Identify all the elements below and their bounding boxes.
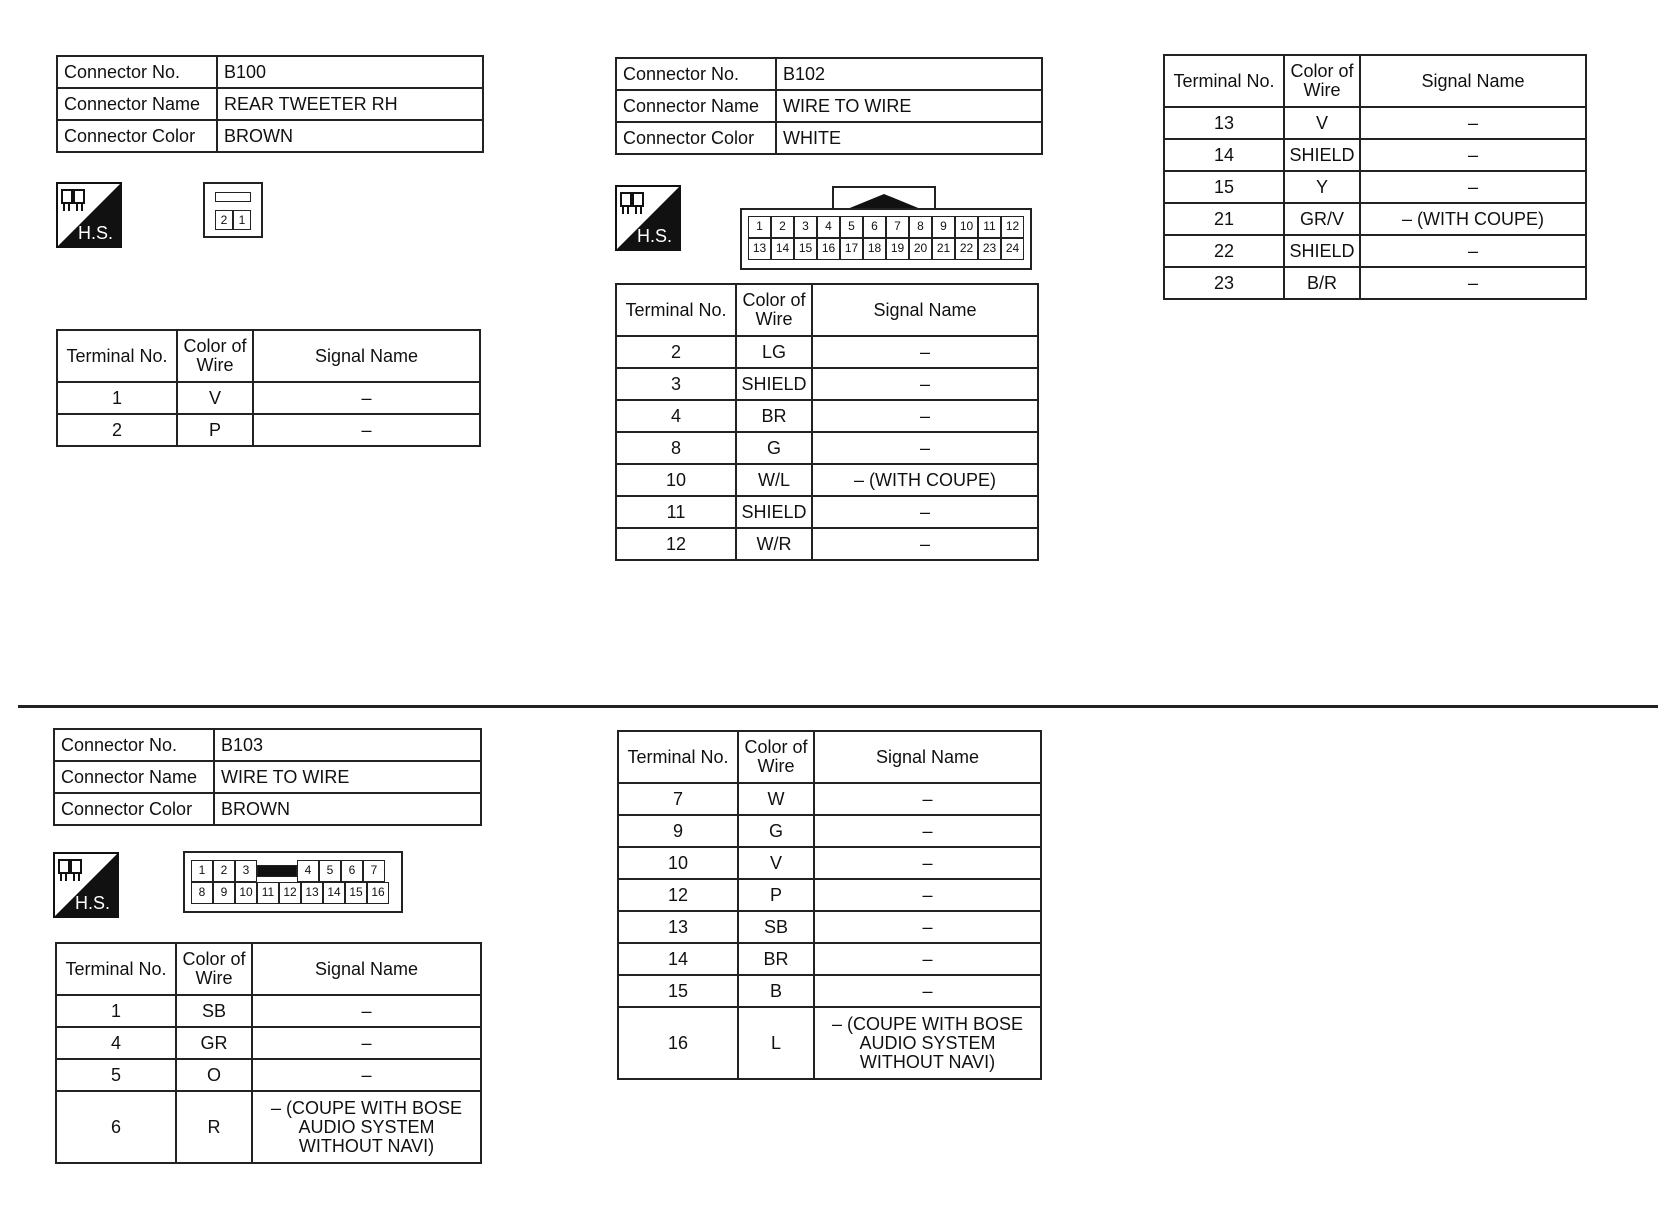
- col-color-of-wire: Color of Wire: [176, 943, 252, 995]
- connector-pin: 23: [978, 238, 1001, 260]
- b103-connector-color: BROWN: [214, 793, 481, 825]
- connector-pin: 17: [840, 238, 863, 260]
- connector-pin: 5: [840, 216, 863, 238]
- connector-pin: 12: [1001, 216, 1024, 238]
- table-row: 2 LG –: [616, 336, 1038, 368]
- col-terminal-no: Terminal No.: [1164, 55, 1284, 107]
- label-connector-name: Connector Name: [616, 90, 776, 122]
- b102-connector-info: [615, 57, 1043, 155]
- connector-pin: 9: [932, 216, 955, 238]
- connector-pin: 15: [794, 238, 817, 260]
- table-row: 11 SHIELD –: [616, 496, 1038, 528]
- b102-connector-face: [740, 186, 1032, 270]
- b102-connector-name: WIRE TO WIRE: [776, 90, 1042, 122]
- b102-terminal-table-b: [1163, 54, 1587, 300]
- b103-connector-name: WIRE TO WIRE: [214, 761, 481, 793]
- connector-pin: 18: [863, 238, 886, 260]
- connector-pin: 10: [235, 882, 257, 904]
- label-connector-no: Connector No.: [54, 729, 214, 761]
- connector-pin: 10: [955, 216, 978, 238]
- table-row: 4 BR –: [616, 400, 1038, 432]
- connector-pin: 21: [932, 238, 955, 260]
- connector-pin: 15: [345, 882, 367, 904]
- b102-connector-no: B102: [776, 58, 1042, 90]
- connector-pin: 22: [955, 238, 978, 260]
- table-row: 22 SHIELD –: [1164, 235, 1586, 267]
- connector-pin: 14: [771, 238, 794, 260]
- b103-terminal-table-a: [55, 942, 482, 1164]
- col-signal-name: Signal Name: [814, 731, 1041, 783]
- table-row: 12 P –: [618, 879, 1041, 911]
- connector-pin: 9: [213, 882, 235, 904]
- hs-badge-icon: [56, 182, 122, 248]
- connector-pin: 14: [323, 882, 345, 904]
- col-signal-name: Signal Name: [1360, 55, 1586, 107]
- connector-pin: 11: [257, 882, 279, 904]
- b100-connector-face: [203, 182, 263, 238]
- b100-terminal-table: [56, 329, 481, 447]
- b103-terminal-table-b: [617, 730, 1042, 1080]
- label-connector-color: Connector Color: [57, 120, 217, 152]
- table-row: 13 V –: [1164, 107, 1586, 139]
- table-row: 14 SHIELD –: [1164, 139, 1586, 171]
- connector-pin: 4: [817, 216, 840, 238]
- hs-badge-text: H.S.: [75, 893, 111, 913]
- table-row: 16 L – (COUPE WITH BOSE AUDIO SYSTEM WITHOUT NAVI): [618, 1007, 1041, 1079]
- table-row: 2 P –: [57, 414, 480, 446]
- table-row: 1 SB –: [56, 995, 481, 1027]
- table-row: 3 SHIELD –: [616, 368, 1038, 400]
- table-row: 15 Y –: [1164, 171, 1586, 203]
- connector-pin: 6: [341, 860, 363, 882]
- connector-pin: 24: [1001, 238, 1024, 260]
- label-connector-color: Connector Color: [54, 793, 214, 825]
- connector-pin: 8: [909, 216, 932, 238]
- table-row: 10 V –: [618, 847, 1041, 879]
- col-terminal-no: Terminal No.: [56, 943, 176, 995]
- label-connector-no: Connector No.: [616, 58, 776, 90]
- b103-connector-no: B103: [214, 729, 481, 761]
- label-connector-name: Connector Name: [57, 88, 217, 120]
- table-row: 14 BR –: [618, 943, 1041, 975]
- b100-connector-color: BROWN: [217, 120, 483, 152]
- connector-pin: 3: [794, 216, 817, 238]
- connector-pin: 4: [297, 860, 319, 882]
- connector-pin: 16: [817, 238, 840, 260]
- col-terminal-no: Terminal No.: [57, 330, 177, 382]
- b103-connector-info: [53, 728, 482, 826]
- col-terminal-no: Terminal No.: [616, 284, 736, 336]
- col-signal-name: Signal Name: [253, 330, 480, 382]
- label-connector-name: Connector Name: [54, 761, 214, 793]
- table-row: 13 SB –: [618, 911, 1041, 943]
- connector-pin: 5: [319, 860, 341, 882]
- table-row: 6 R – (COUPE WITH BOSE AUDIO SYSTEM WITHOUT NAVI): [56, 1091, 481, 1163]
- col-signal-name: Signal Name: [252, 943, 481, 995]
- connector-pin: 2: [771, 216, 794, 238]
- connector-pin: 13: [748, 238, 771, 260]
- table-row: 23 B/R –: [1164, 267, 1586, 299]
- connector-pin: 11: [978, 216, 1001, 238]
- connector-pin: 12: [279, 882, 301, 904]
- table-row: 5 O –: [56, 1059, 481, 1091]
- connector-pin: 6: [863, 216, 886, 238]
- table-row: 12 W/R –: [616, 528, 1038, 560]
- table-row: 1 V –: [57, 382, 480, 414]
- connector-pin: 7: [886, 216, 909, 238]
- label-connector-color: Connector Color: [616, 122, 776, 154]
- table-row: 4 GR –: [56, 1027, 481, 1059]
- connector-pin: 19: [886, 238, 909, 260]
- connector-pin: [257, 865, 297, 877]
- col-terminal-no: Terminal No.: [618, 731, 738, 783]
- b103-connector-face: [183, 851, 403, 913]
- hs-badge-icon: [615, 185, 681, 251]
- b102-terminal-table-a: [615, 283, 1039, 561]
- connector-pin: 7: [363, 860, 385, 882]
- connector-pin: 3: [235, 860, 257, 882]
- table-row: 9 G –: [618, 815, 1041, 847]
- connector-pin: 1: [748, 216, 771, 238]
- table-row: 10 W/L – (WITH COUPE): [616, 464, 1038, 496]
- b100-connector-info: [56, 55, 484, 153]
- col-color-of-wire: Color of Wire: [738, 731, 814, 783]
- table-row: 7 W –: [618, 783, 1041, 815]
- b100-pin: 2: [215, 210, 233, 230]
- b102-connector-color: WHITE: [776, 122, 1042, 154]
- connector-pin: 13: [301, 882, 323, 904]
- col-color-of-wire: Color of Wire: [736, 284, 812, 336]
- b100-pin: 1: [233, 210, 251, 230]
- table-row: 15 B –: [618, 975, 1041, 1007]
- connector-pin: 8: [191, 882, 213, 904]
- table-row: 8 G –: [616, 432, 1038, 464]
- connector-pin: 20: [909, 238, 932, 260]
- connector-pin: 2: [213, 860, 235, 882]
- connector-pin: 16: [367, 882, 389, 904]
- hs-badge-icon: [53, 852, 119, 918]
- b100-connector-name: REAR TWEETER RH: [217, 88, 483, 120]
- connector-pin: 1: [191, 860, 213, 882]
- label-connector-no: Connector No.: [57, 56, 217, 88]
- hs-badge-text: H.S.: [637, 226, 673, 246]
- b100-connector-no: B100: [217, 56, 483, 88]
- col-signal-name: Signal Name: [812, 284, 1038, 336]
- section-divider: [18, 705, 1658, 708]
- hs-badge-text: H.S.: [78, 223, 114, 243]
- col-color-of-wire: Color of Wire: [1284, 55, 1360, 107]
- table-row: 21 GR/V – (WITH COUPE): [1164, 203, 1586, 235]
- col-color-of-wire: Color of Wire: [177, 330, 253, 382]
